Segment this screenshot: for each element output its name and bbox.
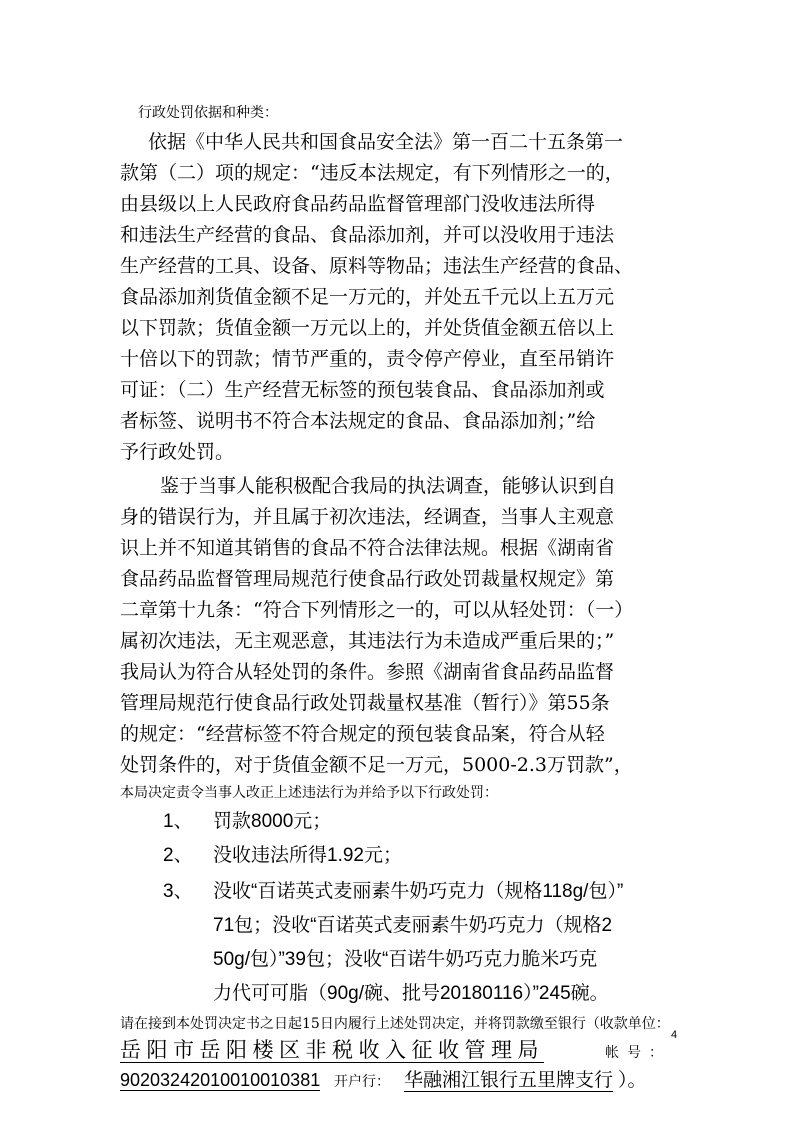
bank-name (404, 1071, 613, 1090)
penalty-number: 2、 (163, 845, 193, 866)
penalty-number: 3、 (163, 881, 193, 902)
basis-line: 生产经营的工具、设备、原料等物品；违法生产经营的食品、 (120, 255, 634, 277)
mitigation-line: 身的错误行为，并且属于初次违法，经调查，当事人主观意 (120, 506, 615, 528)
penalty-item: 没收违法所得1.92元； (213, 845, 402, 866)
payee-name (120, 1040, 544, 1061)
mitigation-line: 的规定：“经营标签不符合规定的预包装食品案，符合从轻 (120, 723, 605, 745)
penalty-item: 没收“百诺英式麦丽素牛奶巧克力（规格118g/包）” (213, 881, 624, 902)
basis-line: 者标签、说明书不符合本法规定的食品、食品添加剂；”给 (120, 410, 596, 432)
account-number-text: 90203242010010010381 (120, 1070, 321, 1090)
penalty-item-continued: 50g/包）”39包；没收“百诺牛奶巧克力脆米巧克 (213, 949, 598, 970)
basis-line: 款第（二）项的规定：“违反本法规定，有下列情形之一的， (120, 162, 624, 184)
basis-line: 和违法生产经营的食品、食品添加剂，并可以没收用于违法 (120, 224, 615, 246)
basis-line: 予行政处罚。 (120, 441, 235, 463)
mitigation-line: 我局认为符合从轻处罚的条件。参照《湖南省食品药品监督 (120, 661, 615, 683)
mitigation-line: 管理局规范行使食品行政处罚裁量权基准（暂行）》第55条 (120, 692, 610, 714)
payment-closing: ）。 (618, 1070, 647, 1091)
mitigation-line: 处罚条件的，对于货值金额不足一万元，5000-2.3万罚款”， (120, 754, 633, 776)
bank-name-text: 华融湘江银行五里牌支行 (404, 1070, 614, 1091)
payment-intro: 请在接到本处罚决定书之日起15日内履行上述处罚决定，并将罚款缴至银行（收款单位： (120, 1016, 670, 1032)
basis-line: 依据《中华人民共和国食品安全法》第一百二十五条第一 (148, 131, 624, 153)
penalty-number: 1、 (163, 811, 193, 832)
account-label: 帐号： (605, 1045, 671, 1061)
basis-heading: 行政处罚依据和种类： (138, 105, 278, 121)
decision-intro: 本局决定责令当事人改正上述违法行为并给予以下行政处罚： (120, 785, 498, 801)
penalty-item-continued: 力代可可脂（90g/碗、批号20180116）”245碗。 (213, 983, 609, 1004)
mitigation-line: 鉴于当事人能积极配合我局的执法调查，能够认识到自 (160, 475, 617, 497)
page-number: 4 (671, 1029, 678, 1041)
mitigation-line: 食品药品监督管理局规范行使食品行政处罚裁量权规定》第 (120, 568, 615, 590)
mitigation-line: 属初次违法，无主观恶意，其违法行为未造成严重后果的；” (120, 630, 615, 652)
mitigation-line: 识上并不知道其销售的食品不符合法律法规。根据《湖南省 (120, 537, 615, 559)
penalty-item-continued: 71包；没收“百诺英式麦丽素牛奶巧克力（规格2 (213, 915, 613, 936)
basis-line: 食品添加剂货值金额不足一万元的，并处五千元以上五万元 (120, 286, 615, 308)
basis-line: 由县级以上人民政府食品药品监督管理部门没收违法所得 (120, 193, 596, 215)
basis-line: 可证：（二）生产经营无标签的预包装食品、食品添加剂或 (120, 379, 605, 401)
basis-line: 十倍以下的罚款；情节严重的，责令停产停业，直至吊销许 (120, 348, 615, 370)
basis-line: 以下罚款；货值金额一万元以上的，并处货值金额五倍以上 (120, 317, 615, 339)
penalty-item: 罚款8000元； (213, 811, 332, 832)
account-number (120, 1071, 320, 1089)
payee-name-text: 岳阳市岳阳楼区非税收入征收管理局 (120, 1039, 544, 1062)
bank-label: 开户行： (334, 1074, 390, 1090)
mitigation-line: 二章第十九条：“符合下列情形之一的，可以从轻处罚：（一） (120, 599, 634, 621)
